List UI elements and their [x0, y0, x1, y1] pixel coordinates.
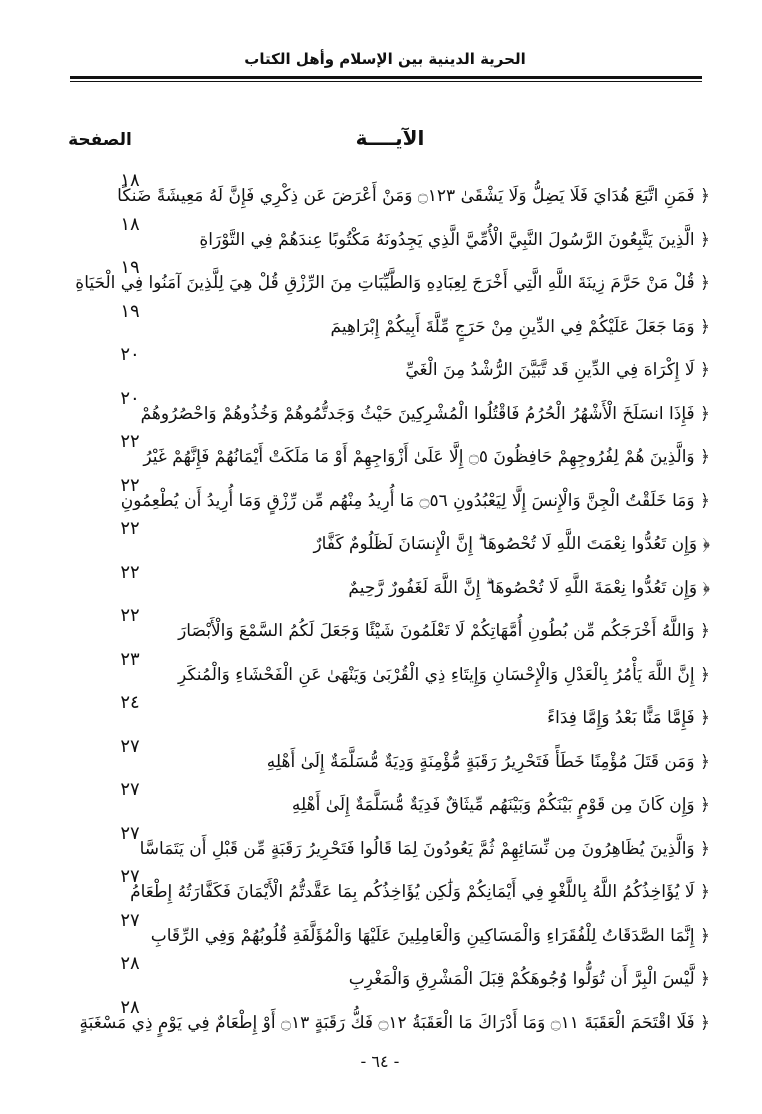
row-verse-text: ﴿ إِنَّمَا الصَّدَقَاتُ لِلْفُقَرَاءِ وَالْمَسَاكِينِ وَالْعَامِلِينَ عَلَيْهَا وَالْمُؤَلَّفَةِ قُلُوبُهُمْ وَفِي الرِّقَابِ: [150, 925, 710, 946]
row-page-number: ٢٢: [120, 605, 140, 626]
table-row: [50, 170, 710, 210]
table-row: [50, 649, 710, 689]
table-row: [50, 997, 710, 1037]
table-row: [50, 823, 710, 863]
row-page-number: ٢٢: [120, 518, 140, 539]
header-rule-thin: [70, 81, 702, 82]
table-row: [50, 953, 710, 993]
row-verse-text: ﴿ قُلْ مَنْ حَرَّمَ زِينَةَ اللَّهِ الَّتِي أَخْرَجَ لِعِبَادِهِ وَالطَّيِّبَاتِ مِنَ الرِّزْقِ قُلْ هِيَ لِلَّذِينَ آمَنُوا فِي الْحَيَاةِ: [75, 273, 710, 293]
table-row: [50, 562, 710, 602]
row-page-number: ٢٣: [120, 648, 140, 670]
row-page-number: ٢٧: [120, 909, 140, 931]
row-verse-text: ﴿ وَالَّذِينَ يُظَاهِرُونَ مِن نِّسَائِهِمْ ثُمَّ يَعُودُونَ لِمَا قَالُوا فَتَحْرِيرُ رَقَبَةٍ مِّن قَبْلِ أَن يَتَمَاسَّا: [139, 838, 710, 859]
row-page-number: ٢٧: [120, 779, 140, 800]
table-row: [50, 736, 710, 776]
row-verse-text: ﴿ وَإِن تَعُدُّوا نِعْمَتَ اللَّهِ لَا تُحْصُوهَا ۗ إِنَّ الْإِنسَانَ لَظَلُومٌ كَفَّارٌ: [313, 534, 710, 554]
row-verse-text: ﴿ وَمَا خَلَقْتُ الْجِنَّ وَالْإِنسَ إِلَّا لِيَعْبُدُونِ ۝٥٦ مَا أُرِيدُ مِنْهُم مِّن رِّزْقٍ وَمَا أُرِيدُ أَن يُطْعِمُونِ: [120, 490, 710, 511]
row-verse-text: ﴿ فَمَنِ اتَّبَعَ هُدَايَ فَلَا يَضِلُّ وَلَا يَشْقَىٰ ۝١٢٣ وَمَنْ أَعْرَضَ عَن ذِكْرِي فَإِنَّ لَهُ مَعِيشَةً ضَنكًا: [117, 186, 710, 206]
table-row: [50, 910, 710, 950]
row-verse-text: ﴿ فَلَا اقْتَحَمَ الْعَقَبَةَ ۝١١ وَمَا أَدْرَاكَ مَا الْعَقَبَةُ ۝١٢ فَكُّ رَقَبَةٍ ۝١٣ أَوْ إِطْعَامٌ فِي يَوْمٍ ذِي مَسْغَبَةٍ: [79, 1012, 710, 1033]
table-row: [50, 344, 710, 384]
row-page-number: ٢٨: [120, 996, 140, 1018]
header-rule-thick: [70, 76, 702, 79]
row-verse-text: ﴿ لَا إِكْرَاهَ فِي الدِّينِ قَد تَّبَيَّنَ الرُّشْدُ مِنَ الْغَيِّ: [405, 360, 710, 380]
running-header: الحرية الدينية بين الإسلام وأهل الكتاب: [244, 50, 526, 68]
table-row: [50, 388, 710, 428]
row-page-number: ٢٠: [120, 387, 140, 409]
table-row: [50, 257, 710, 297]
row-verse-text: ﴿ وَإِن تَعُدُّوا نِعْمَةَ اللَّهِ لَا تُحْصُوهَا ۗ إِنَّ اللَّهَ لَغَفُورٌ رَّحِيمٌ: [348, 577, 710, 598]
table-row: [50, 779, 710, 819]
table-row: [50, 866, 710, 906]
row-page-number: ٢٢: [120, 474, 140, 496]
row-page-number: ٢٧: [120, 866, 140, 887]
table-row: [50, 605, 710, 645]
table-row: [50, 518, 710, 558]
row-page-number: ٢٧: [120, 822, 140, 844]
row-verse-text: ﴿ لَّيْسَ الْبِرَّ أَن تُوَلُّوا وُجُوهَكُمْ قِبَلَ الْمَشْرِقِ وَالْمَغْرِبِ: [348, 969, 710, 989]
row-page-number: ٢٢: [120, 431, 140, 452]
row-page-number: ٢٧: [120, 735, 140, 757]
row-page-number: ١٩: [120, 300, 140, 322]
column-header-page: الصفحة: [68, 130, 132, 150]
row-page-number: ٢٠: [120, 344, 140, 365]
row-verse-text: ﴿ فَإِمَّا مَنًّا بَعْدُ وَإِمَّا فِدَاءً: [547, 708, 710, 728]
column-header-verse: الآيــــة: [355, 126, 425, 150]
table-row: [50, 431, 710, 471]
row-verse-text: ﴿ وَإِن كَانَ مِن قَوْمٍ بَيْنَكُمْ وَبَيْنَهُم مِّيثَاقٌ فَدِيَةٌ مُّسَلَّمَةٌ إِلَىٰ أَهْلِهِ: [291, 795, 710, 815]
row-verse-text: ﴿ لَا يُؤَاخِذُكُمُ اللَّهُ بِاللَّغْوِ فِي أَيْمَانِكُمْ وَلَٰكِن يُؤَاخِذُكُم بِمَا عَقَّدتُّمُ الْأَيْمَانَ فَكَفَّارَتُهُ إِطْعَامُ: [130, 882, 710, 902]
row-verse-text: ﴿ فَإِذَا انسَلَخَ الْأَشْهُرُ الْحُرُمُ فَاقْتُلُوا الْمُشْرِكِينَ حَيْثُ وَجَدتُّمُوهُمْ وَخُذُوهُمْ وَاحْصُرُوهُمْ: [140, 403, 710, 424]
row-page-number: ١٨: [120, 170, 140, 191]
table-row: [50, 692, 710, 732]
row-page-number: ٢٤: [120, 692, 140, 713]
row-verse-text: ﴿ الَّذِينَ يَتَّبِعُونَ الرَّسُولَ النَّبِيَّ الْأُمِّيَّ الَّذِي يَجِدُونَهُ مَكْتُوبًا عِندَهُمْ فِي التَّوْرَاةِ: [199, 229, 710, 250]
row-page-number: ٢٢: [120, 561, 140, 583]
table-row: [50, 301, 710, 341]
row-verse-text: ﴿ وَاللَّهُ أَخْرَجَكُم مِّن بُطُونِ أُمَّهَاتِكُمْ لَا تَعْلَمُونَ شَيْئًا وَجَعَلَ لَكُمُ السَّمْعَ وَالْأَبْصَارَ: [178, 621, 710, 641]
table-row: [50, 475, 710, 515]
row-verse-text: ﴿ إِنَّ اللَّهَ يَأْمُرُ بِالْعَدْلِ وَالْإِحْسَانِ وَإِيتَاءِ ذِي الْقُرْبَىٰ وَيَنْهَىٰ عَنِ الْفَحْشَاءِ وَالْمُنكَرِ: [177, 664, 710, 685]
row-page-number: ٢٨: [120, 953, 140, 974]
row-page-number: ١٨: [120, 213, 140, 235]
row-verse-text: ﴿ وَمَن قَتَلَ مُؤْمِنًا خَطَأً فَتَحْرِيرُ رَقَبَةٍ مُّؤْمِنَةٍ وَدِيَةٌ مُّسَلَّمَةٌ إِلَىٰ أَهْلِهِ: [266, 751, 710, 772]
page-number: - ٦٤ -: [360, 1052, 400, 1071]
row-page-number: ١٩: [120, 257, 140, 278]
table-row: [50, 214, 710, 254]
row-verse-text: ﴿ وَالَّذِينَ هُمْ لِفُرُوجِهِمْ حَافِظُونَ ۝٥ إِلَّا عَلَىٰ أَزْوَاجِهِمْ أَوْ مَا مَلَكَتْ أَيْمَانُهُمْ فَإِنَّهُمْ غَيْرُ: [143, 447, 710, 467]
row-verse-text: ﴿ وَمَا جَعَلَ عَلَيْكُمْ فِي الدِّينِ مِنْ حَرَجٍ مِّلَّةَ أَبِيكُمْ إِبْرَاهِيمَ: [330, 316, 710, 337]
